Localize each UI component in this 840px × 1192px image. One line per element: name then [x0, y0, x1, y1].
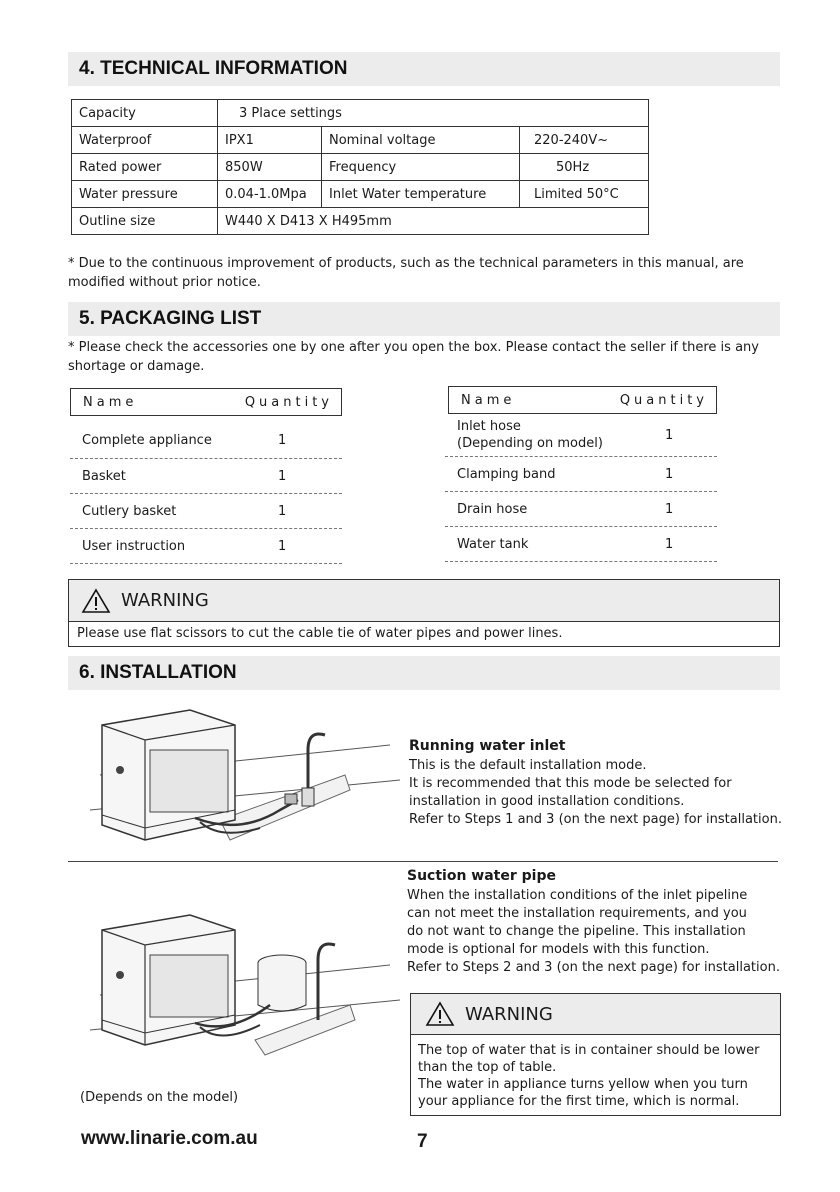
- list-item: [445, 414, 717, 457]
- warning-header: [69, 580, 779, 621]
- tech-label: Capacity: [72, 100, 218, 127]
- tech-value: IPX1: [218, 127, 322, 154]
- section-5-title: 5. PACKAGING LIST: [79, 308, 262, 329]
- suction-water-title: Suction water pipe: [407, 868, 556, 884]
- tech-label: Frequency: [322, 154, 520, 181]
- tech-value: 850W: [218, 154, 322, 181]
- section-4-header: [68, 52, 780, 86]
- item-name: Cutlery basket: [82, 503, 177, 519]
- running-water-text: [409, 757, 789, 829]
- warning-box: [68, 579, 780, 647]
- text-line: mode is optional for models with this function.: [407, 942, 710, 957]
- tech-label: Inlet Water temperature: [322, 181, 520, 208]
- packaging-list-left: [70, 388, 342, 564]
- item-qty: 1: [665, 466, 674, 482]
- item-qty: 1: [665, 427, 674, 443]
- warning-icon: [81, 588, 111, 614]
- list-item: [70, 416, 342, 459]
- tech-label: Outline size: [72, 208, 218, 235]
- running-water-illustration: [70, 700, 400, 860]
- note-line: shortage or damage.: [68, 359, 205, 374]
- tech-value: 3 Place settings: [218, 100, 649, 127]
- warning-header: [411, 994, 780, 1034]
- list-item: [70, 494, 342, 529]
- item-name: Basket: [82, 468, 126, 484]
- text-line: do not want to change the pipeline. This installation: [407, 924, 746, 939]
- section-5-header: [68, 302, 780, 336]
- page-number: 7: [417, 1131, 428, 1152]
- tech-label: Nominal voltage: [322, 127, 520, 154]
- footer-url[interactable]: www.linarie.com.au: [81, 1128, 258, 1149]
- warning-icon: [425, 1001, 455, 1027]
- item-qty: 1: [665, 501, 674, 517]
- item-name: User instruction: [82, 538, 186, 554]
- divider: [68, 861, 778, 862]
- warning-title: WARNING: [465, 1003, 553, 1025]
- tech-value: 50Hz: [520, 154, 649, 181]
- header-name: Name: [83, 394, 138, 410]
- packaging-note: [68, 338, 759, 376]
- list-item: [70, 529, 342, 564]
- warning-title: WARNING: [121, 590, 209, 611]
- suction-water-illustration: [70, 905, 400, 1065]
- packaging-header: [448, 386, 717, 414]
- list-item: [445, 457, 717, 492]
- text-line: installation in good installation conditions.: [409, 794, 685, 809]
- technical-table: [71, 99, 649, 235]
- tech-label: Rated power: [72, 154, 218, 181]
- list-item: [445, 492, 717, 527]
- item-name: Water tank: [457, 536, 529, 552]
- tech-value: 0.04-1.0Mpa: [218, 181, 322, 208]
- item-name-line: Inlet hose: [457, 419, 521, 434]
- table-row: [72, 154, 649, 181]
- warning-text: Please use flat scissors to cut the cable tie of water pipes and power lines.: [69, 621, 779, 646]
- text-line: The top of water that is in container should be lower: [418, 1043, 760, 1058]
- item-name: Complete appliance: [82, 432, 212, 448]
- table-row: [72, 181, 649, 208]
- header-name: Name: [461, 392, 516, 408]
- item-name: Clamping band: [457, 466, 556, 482]
- section-4-title: 4. TECHNICAL INFORMATION: [79, 58, 348, 79]
- item-name-line: (Depending on model): [457, 436, 603, 451]
- text-line: Refer to Steps 2 and 3 (on the next page) for installation.: [407, 960, 780, 975]
- packaging-list-right: [445, 386, 717, 562]
- tech-label: Water pressure: [72, 181, 218, 208]
- table-row: [72, 127, 649, 154]
- warning-box-2: [410, 993, 781, 1116]
- text-line: than the top of table.: [418, 1060, 557, 1075]
- text-line: When the installation conditions of the inlet pipeline: [407, 888, 748, 903]
- text-line: your appliance for the first time, which is normal.: [418, 1094, 740, 1109]
- text-line: This is the default installation mode.: [409, 758, 647, 773]
- suction-water-text: [407, 887, 792, 977]
- text-line: Refer to Steps 1 and 3 (on the next page) for installation.: [409, 812, 782, 827]
- table-row: [72, 100, 649, 127]
- suction-water-section: [407, 868, 792, 977]
- technical-note: [68, 254, 744, 292]
- item-qty: 1: [278, 503, 287, 519]
- item-qty: 1: [665, 536, 674, 552]
- item-qty: 1: [278, 538, 287, 554]
- header-quantity: Quantity: [619, 392, 708, 408]
- tech-label: Waterproof: [72, 127, 218, 154]
- item-qty: 1: [278, 468, 287, 484]
- table-row: [72, 208, 649, 235]
- warning-text: [411, 1034, 780, 1115]
- packaging-header: [70, 388, 342, 416]
- section-6-header: [68, 656, 780, 690]
- item-name: Drain hose: [457, 501, 528, 517]
- running-water-section: [409, 738, 789, 829]
- running-water-title: Running water inlet: [409, 738, 566, 754]
- tech-value: W440 X D413 X H495mm: [218, 208, 649, 235]
- text-line: can not meet the installation requirements, and you: [407, 906, 747, 921]
- item-qty: 1: [278, 432, 287, 448]
- text-line: The water in appliance turns yellow when you turn: [418, 1077, 748, 1092]
- tech-value: Limited 50°C: [520, 181, 649, 208]
- text-line: It is recommended that this mode be selected for: [409, 776, 732, 791]
- header-quantity: Quantity: [244, 394, 333, 410]
- depends-note: (Depends on the model): [80, 1090, 239, 1105]
- tech-value: 220-240V~: [520, 127, 649, 154]
- item-name: [457, 418, 603, 452]
- note-line: * Due to the continuous improvement of products, such as the technical parameters in this manual, are: [68, 256, 744, 271]
- list-item: [70, 459, 342, 494]
- section-6-title: 6. INSTALLATION: [79, 662, 237, 683]
- list-item: [445, 527, 717, 562]
- note-line: * Please check the accessories one by one after you open the box. Please contact the seller if there is any: [68, 340, 759, 355]
- note-line: modified without prior notice.: [68, 275, 261, 290]
